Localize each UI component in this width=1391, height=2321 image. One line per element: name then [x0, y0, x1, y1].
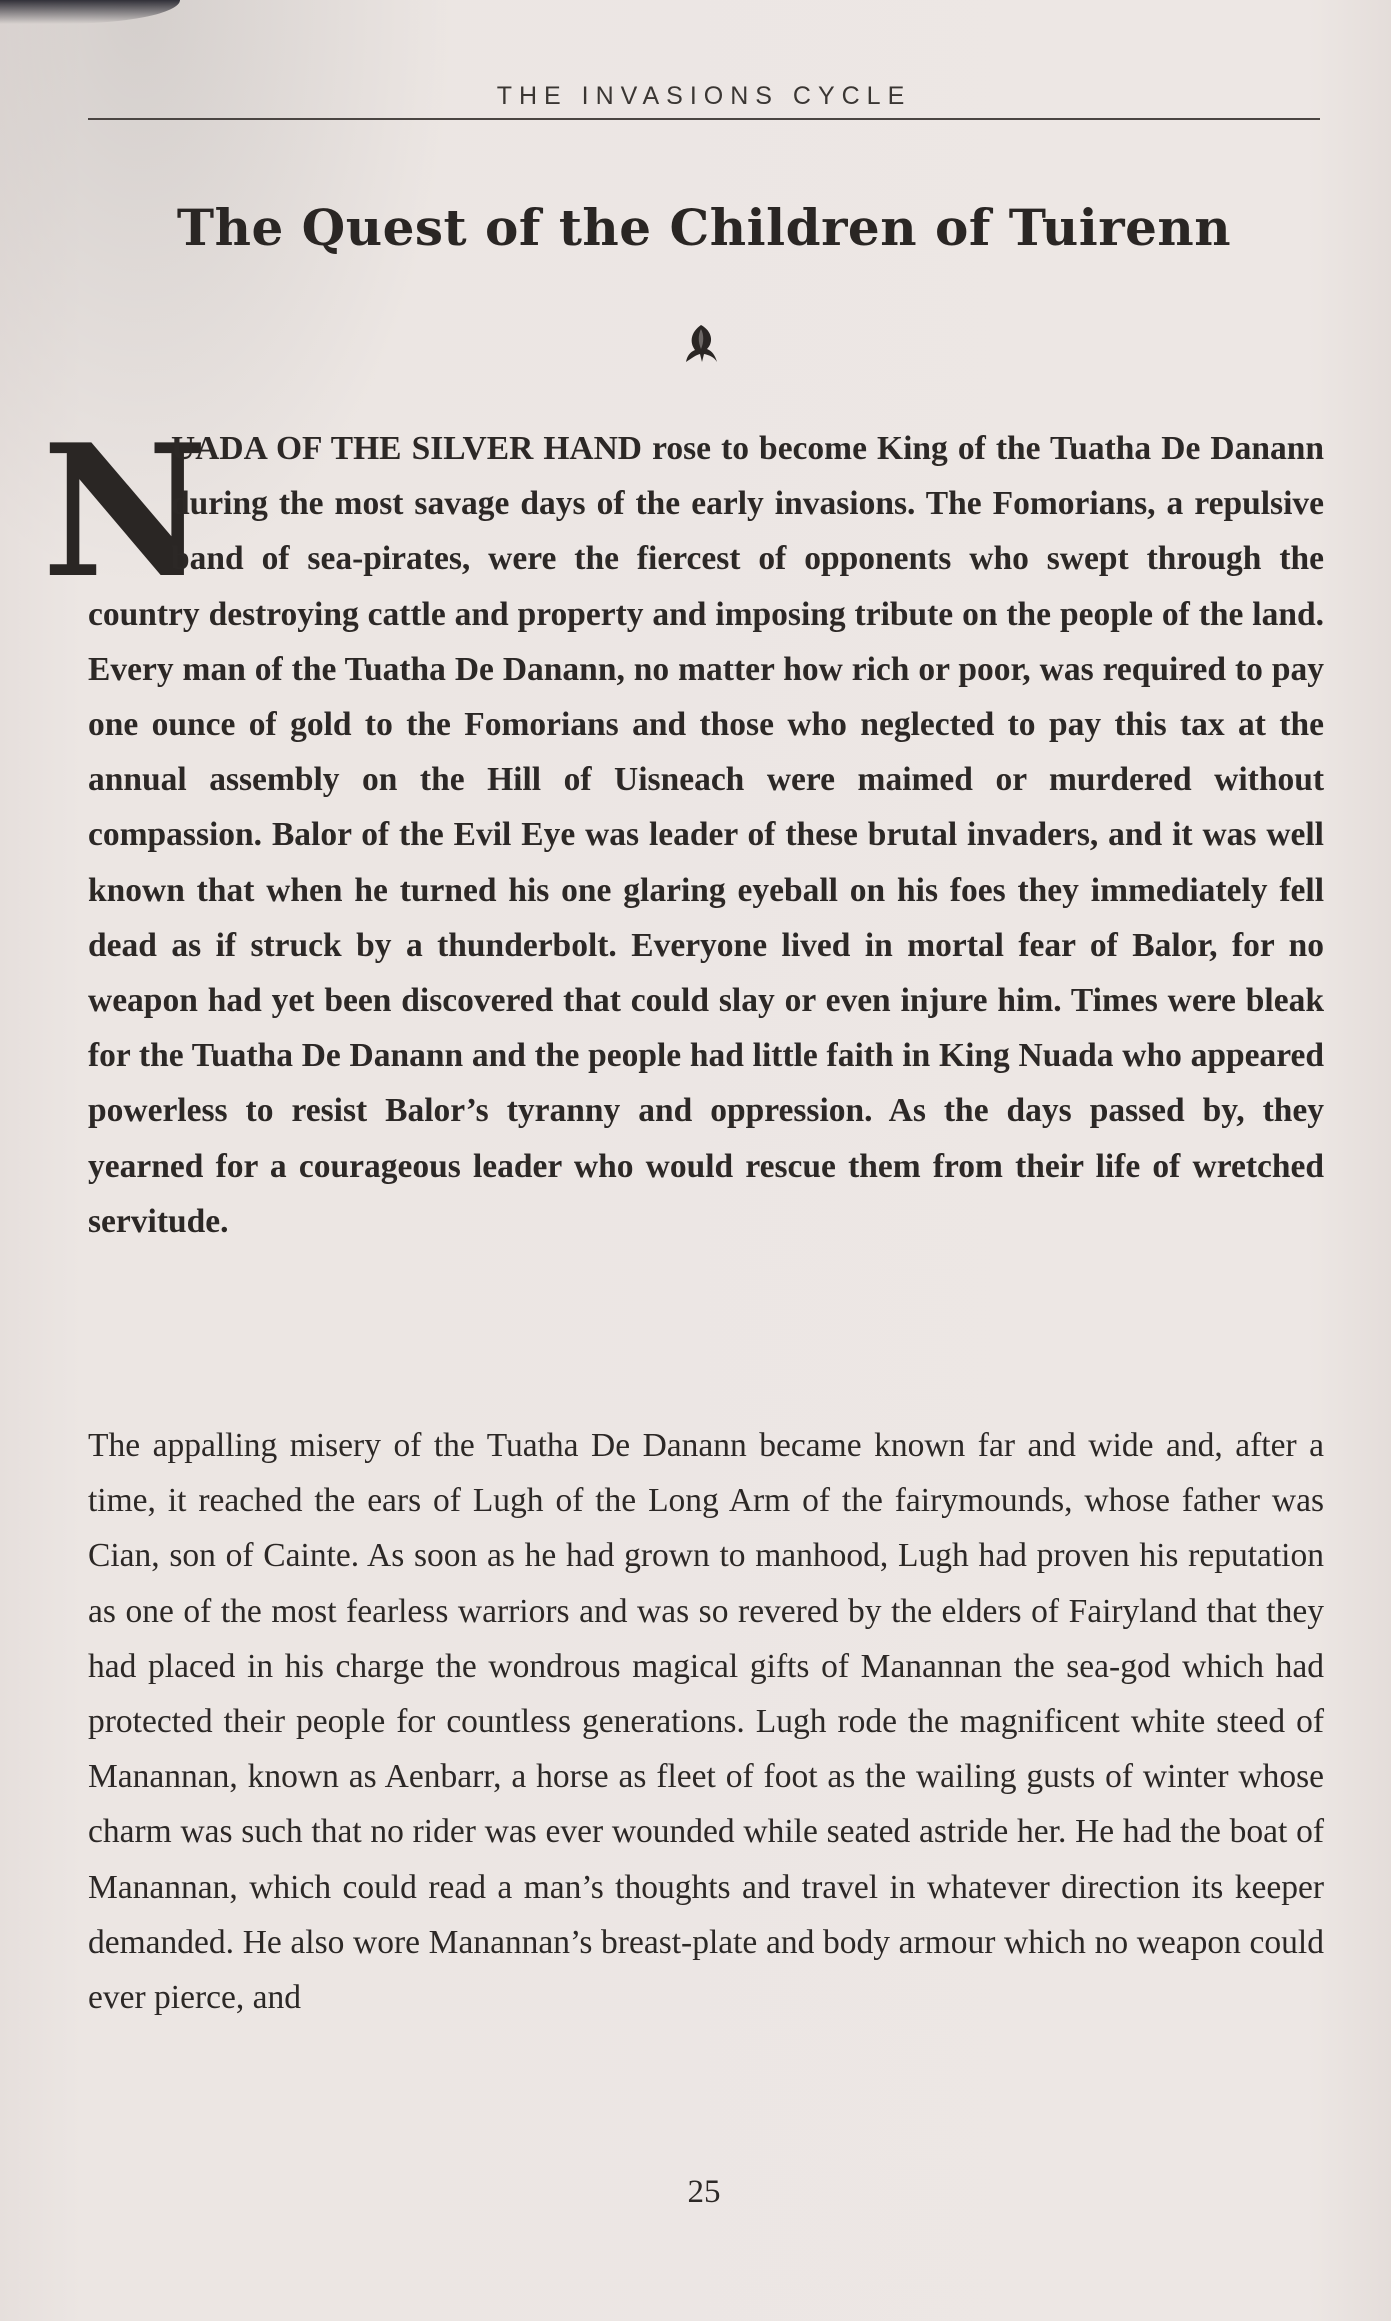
page-number: 25 [687, 2174, 721, 2210]
leaf-ornament-icon [681, 322, 721, 366]
header-rule [88, 118, 1320, 120]
opening-paragraph-text: rose to become King of the Tuatha De Danann during the most savage days of the early invasions. The Fomorians, a repulsive band of sea-pirates, were the fiercest of opponents who swept through the country destroying cattle and property and imposing tribute on the people of the land. Every man of the Tuatha De Danann, no matter how rich or poor, was required to pay one ounce of gold to the Fomorians and those who neglected to pay this tax at the annual assembly on the Hill of Uisneach were maimed or murdered without compassion. Balor of the Evil Eye was leader of these brutal invaders, and it was well known that when he turned his one glaring eyeball on his foes they immediately fell dead as if struck by a thunderbolt. Everyone lived in mortal fear of Balor, for no weapon had yet been discovered that could slay or even injure him. Times were bleak for the Tuatha De Danann and the people had little faith in King Nuada who appeared powerless to resist Balor’s tyranny and oppression. As the days passed by, they yearned for a courageous leader who would rescue them from their life of wretched servitude. [88, 430, 1324, 1240]
page-corner-shadow [0, 0, 180, 24]
drop-cap-letter: N [41, 404, 209, 618]
lead-in-caps: UADA OF THE SILVER HAND [171, 430, 642, 467]
drop-cap-initial [41, 404, 209, 618]
chapter-title: The Quest of the Children of Tuirenn [176, 198, 1232, 257]
opening-paragraph [41, 404, 1324, 1249]
running-header: THE INVASIONS CYCLE [496, 82, 912, 110]
body-paragraph [88, 1418, 1324, 2025]
body-paragraph-text: The appalling misery of the Tuatha De Danann became known far and wide and, after a time, it reached the ears of Lugh of the Long Arm of the fairymounds, whose father was Cian, son of Cainte. As soon as he had grown to manhood, Lugh had proven his reputation as one of the most fearless warriors and was so revered by the elders of Fairyland that they had placed in his charge the wondrous magical gifts of Manannan the sea-god which had protected their people for countless generations. Lugh rode the magnificent white steed of Manannan, known as Aenbarr, a horse as fleet of foot as the wailing gusts of winter whose charm was such that no rider was ever wounded while seated astride her. He had the boat of Manannan, which could read a man’s thoughts and travel in whatever direction its keeper demanded. He also wore Manannan’s breast-plate and body armour which no weapon could ever pierce, and [88, 1427, 1324, 2017]
